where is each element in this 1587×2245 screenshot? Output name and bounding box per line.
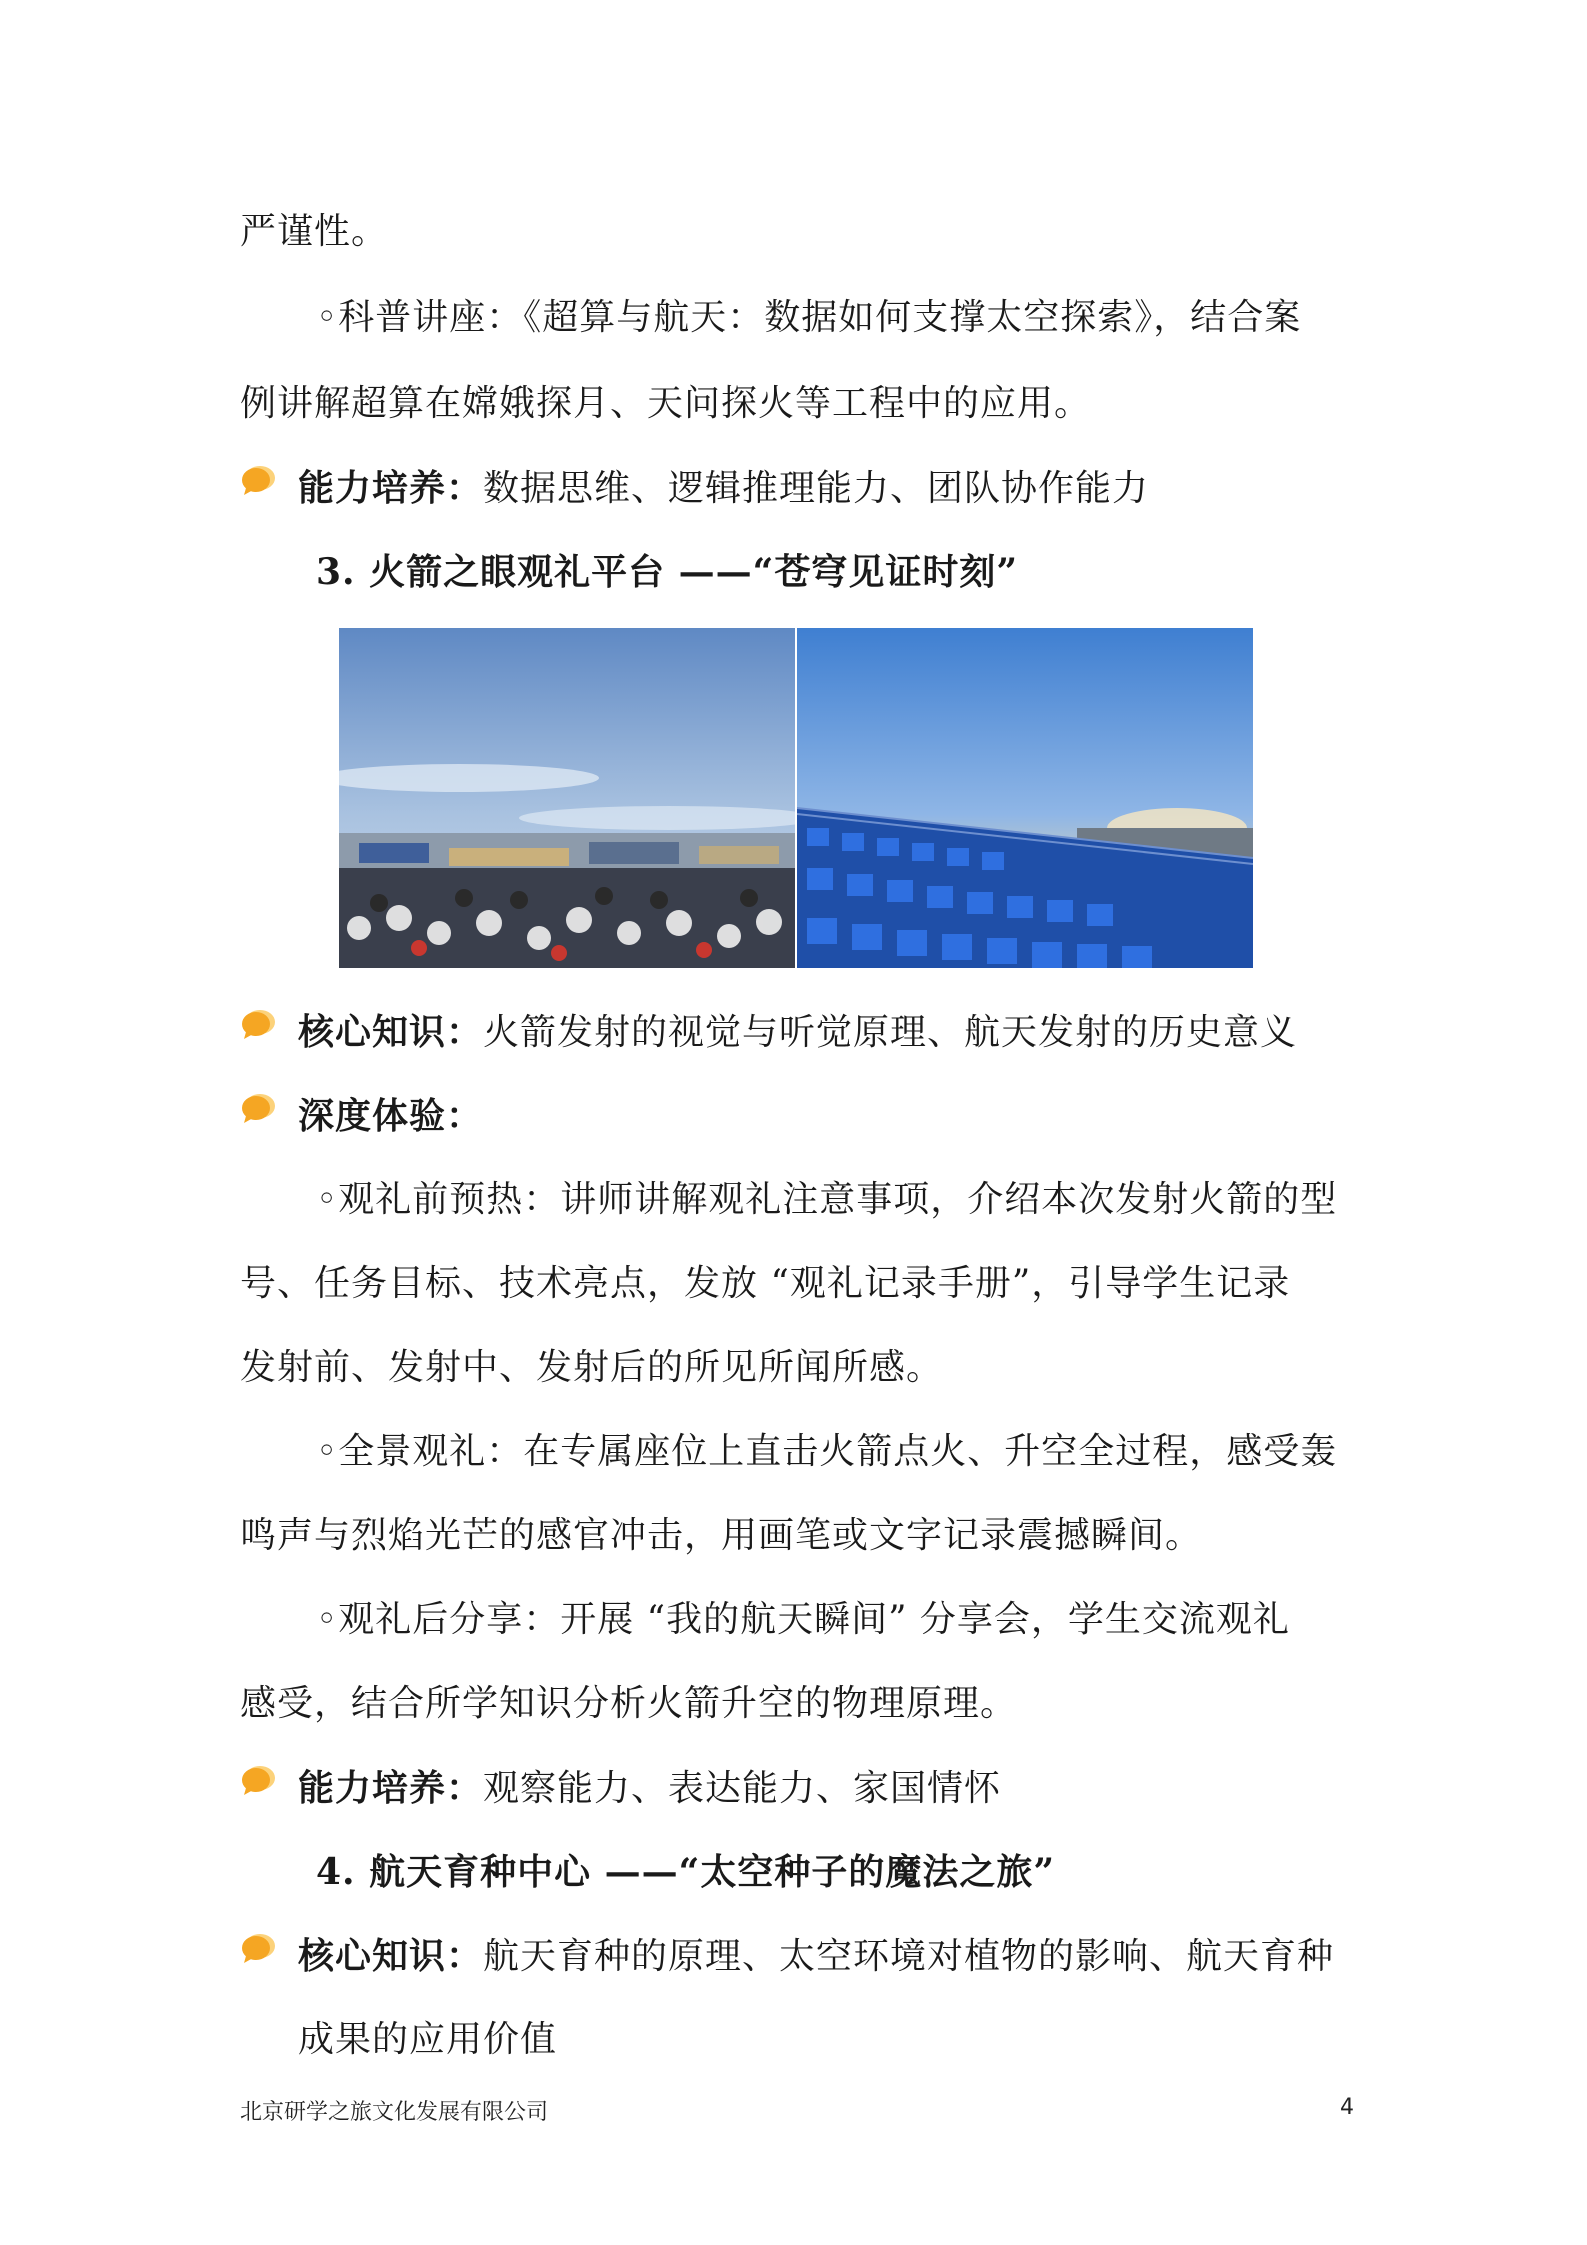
text-line: 成果的应用价值 xyxy=(298,2019,558,2060)
footer-company: 北京研学之旅文化发展有限公司 xyxy=(240,2100,549,2125)
core-knowledge-text: 航天育种的原理、太空环境对植物的影响、航天育种 xyxy=(483,1936,1335,1977)
text-line: ◦观礼前预热：讲师讲解观礼注意事项，介绍本次发射火箭的型 xyxy=(316,1179,1338,1220)
photo-crowd-viewing-platform xyxy=(339,628,795,968)
text-line: ◦全景观礼：在专属座位上直击火箭点火、升空全过程，感受轰 xyxy=(316,1431,1338,1472)
text-line: 感受，结合所学知识分析火箭升空的物理原理。 xyxy=(240,1683,1018,1724)
speech-bubble-icon xyxy=(240,1008,276,1040)
section-heading: 4. 航天育种中心 ——“太空种子的魔法之旅” xyxy=(316,1851,1056,1893)
speech-bubble-icon xyxy=(240,1764,276,1796)
speech-bubble-icon xyxy=(240,1932,276,1964)
text-line: 例讲解超算在嫦娥探月、天问探火等工程中的应用。 xyxy=(240,383,1092,424)
core-knowledge-line xyxy=(298,1934,1334,1979)
speech-bubble-icon xyxy=(240,464,276,496)
ability-label: 能力培养： xyxy=(298,1767,484,1809)
core-knowledge-label: 核心知识： xyxy=(298,1935,484,1977)
deep-experience-label: 深度体验： xyxy=(298,1095,484,1137)
ability-line xyxy=(298,1766,1001,1811)
ability-line xyxy=(298,466,1149,511)
page-number: 4 xyxy=(1340,2095,1354,2120)
ability-label: 能力培养： xyxy=(298,467,484,509)
section-heading: 3. 火箭之眼观礼平台 ——“苍穹见证时刻” xyxy=(316,551,1019,593)
text-line: ◦科普讲座：《超算与航天：数据如何支撑太空探索》，结合案 xyxy=(316,297,1302,338)
core-knowledge-text: 火箭发射的视觉与听觉原理、航天发射的历史意义 xyxy=(483,1012,1298,1053)
ability-text: 数据思维、逻辑推理能力、团队协作能力 xyxy=(483,468,1150,509)
text-line: 严谨性。 xyxy=(240,211,389,252)
text-line: ◦观礼后分享：开展 “我的航天瞬间” 分享会，学生交流观礼 xyxy=(316,1599,1290,1640)
core-knowledge-line xyxy=(298,1010,1297,1055)
text-line: 鸣声与烈焰光芒的感官冲击，用画笔或文字记录震撼瞬间。 xyxy=(240,1515,1203,1556)
text-line: 号、任务目标、技术亮点，发放 “观礼记录手册”，引导学生记录 xyxy=(240,1263,1291,1304)
text-line: 发射前、发射中、发射后的所见所闻所感。 xyxy=(240,1347,944,1388)
speech-bubble-icon xyxy=(240,1092,276,1124)
ability-text: 观察能力、表达能力、家国情怀 xyxy=(483,1768,1002,1809)
core-knowledge-label: 核心知识： xyxy=(298,1011,484,1053)
photo-blue-stadium-seats xyxy=(797,628,1253,968)
